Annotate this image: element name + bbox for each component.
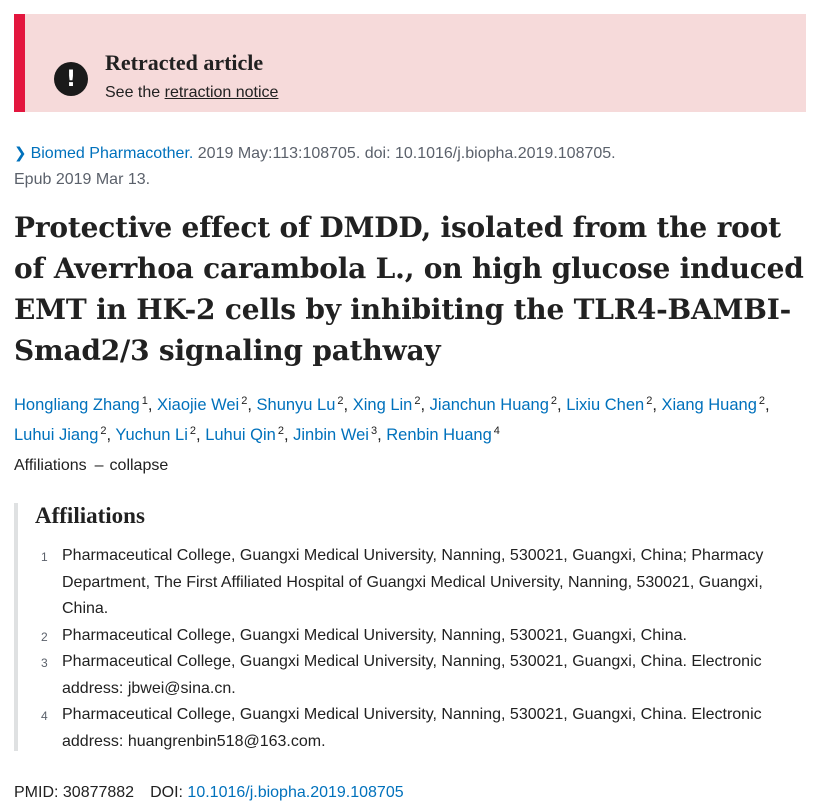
author [386, 426, 500, 444]
exclamation-circle-icon: ! [54, 62, 88, 96]
article-title: Protective effect of DMDD, isolated from the root of Averrhoa carambola L., on high glucose induced EMT in HK-2 cells by inhibiting the TLR4-BAMBI-Smad2/3 signaling pathway [14, 211, 804, 367]
banner-accent-bar [14, 14, 25, 112]
author [661, 396, 765, 414]
retraction-banner [14, 14, 806, 112]
author-name-link[interactable]: Shunyu Lu [256, 396, 336, 414]
author-name-link[interactable]: Luhui Qin [205, 426, 276, 444]
affiliation-number: 2 [41, 629, 48, 644]
author-separator: , [377, 426, 387, 444]
collapse-button[interactable]: collapse [109, 457, 169, 474]
affiliation-number: 4 [41, 709, 48, 723]
author [430, 396, 557, 414]
author-affiliation-number[interactable]: 1 [141, 395, 148, 407]
author-name-link[interactable]: Xing Lin [352, 396, 413, 414]
journal-link[interactable]: Biomed Pharmacother. [30, 145, 194, 162]
author-affiliation-number[interactable]: 2 [758, 395, 766, 407]
banner-text-prefix: See the [105, 84, 165, 101]
author-separator: , [343, 396, 353, 414]
author [115, 426, 196, 444]
author-name-link[interactable]: Lixiu Chen [566, 396, 645, 414]
author-affiliation-number[interactable]: 2 [414, 395, 421, 407]
affiliations-panel [14, 503, 804, 751]
affiliations-heading: Affiliations [35, 503, 145, 528]
author-affiliation-number[interactable]: 2 [646, 395, 653, 407]
author-affiliation-number[interactable]: 2 [100, 425, 107, 437]
affiliation-text: Pharmaceutical College, Guangxi Medical University, Nanning, 530021, Guangxi, China. [62, 626, 687, 644]
affiliation-item [35, 702, 795, 755]
author [205, 426, 284, 444]
author [14, 396, 148, 414]
author [14, 426, 107, 444]
affiliations-list [35, 543, 795, 755]
author [353, 396, 421, 414]
pmid-label: PMID: [14, 784, 63, 801]
affiliation-item [35, 543, 795, 623]
author-name-link[interactable]: Xiang Huang [661, 396, 757, 414]
author-affiliation-number[interactable]: 2 [550, 395, 558, 407]
collapse-dash-icon: – [94, 457, 104, 474]
author-separator: , [196, 426, 206, 444]
author-separator: , [652, 396, 662, 414]
affiliation-item [35, 623, 795, 650]
affiliations-toggle[interactable] [14, 457, 168, 475]
affiliation-number: 1 [41, 550, 48, 564]
author-separator: , [420, 396, 430, 414]
author-separator: , [247, 396, 257, 414]
author-affiliation-number[interactable]: 3 [370, 425, 378, 437]
author [257, 396, 344, 414]
citation-details: 2019 May:113:108705. doi: 10.1016/j.biopha.2019.108705. [193, 145, 616, 162]
affiliation-text: Pharmaceutical College, Guangxi Medical University, Nanning, 530021, Guangxi, China. Electronic address: jbwei@sina.cn. [62, 653, 762, 697]
author-separator: , [147, 396, 157, 414]
affiliation-text: Pharmaceutical College, Guangxi Medical University, Nanning, 530021, Guangxi, China; Pharmacy Department, The First Affiliated Hospital of Guangxi Medical University, Nanning, 530021, Guangxi, China. [62, 547, 764, 617]
article-identifiers [14, 784, 404, 802]
pmid-value: 30877882 [62, 784, 135, 801]
author [157, 396, 247, 414]
author-name-link[interactable]: Luhui Jiang [14, 426, 99, 444]
author-list [14, 388, 804, 448]
author-separator: , [283, 426, 294, 444]
author-separator: , [106, 426, 116, 444]
affiliation-item [35, 649, 795, 702]
author-name-link[interactable]: Jinbin Wei [293, 426, 369, 444]
chevron-right-icon[interactable]: ❯ [14, 144, 27, 162]
author-name-link[interactable]: Hongliang Zhang [14, 396, 140, 414]
author-affiliation-number[interactable]: 2 [241, 395, 248, 407]
doi-label: DOI: [150, 784, 188, 801]
affiliations-toggle-label: Affiliations [14, 457, 87, 474]
author-affiliation-number[interactable]: 2 [337, 395, 344, 407]
author-affiliation-number[interactable]: 2 [189, 425, 197, 437]
author-separator: , [765, 396, 770, 414]
author-affiliation-number[interactable]: 2 [277, 425, 284, 437]
author-name-link[interactable]: Renbin Huang [386, 426, 492, 444]
author-name-link[interactable]: Jianchun Huang [429, 396, 549, 414]
banner-title: Retracted article [105, 50, 264, 75]
author-affiliation-number[interactable]: 4 [493, 425, 500, 437]
author-separator: , [557, 396, 567, 414]
author-name-link[interactable]: Xiaojie Wei [156, 396, 240, 414]
author [293, 426, 377, 444]
citation-epub: Epub 2019 Mar 13. [14, 171, 151, 188]
doi-link[interactable]: 10.1016/j.biopha.2019.108705 [187, 784, 404, 801]
author [566, 396, 652, 414]
affiliation-text: Pharmaceutical College, Guangxi Medical University, Nanning, 530021, Guangxi, China. Electronic address: huangrenbin518@163.com. [62, 706, 762, 750]
retraction-notice-link[interactable]: retraction notice [164, 84, 279, 101]
citation [14, 140, 804, 193]
banner-text [105, 84, 278, 102]
affiliation-number: 3 [41, 656, 48, 670]
author-name-link[interactable]: Yuchun Li [115, 426, 188, 444]
